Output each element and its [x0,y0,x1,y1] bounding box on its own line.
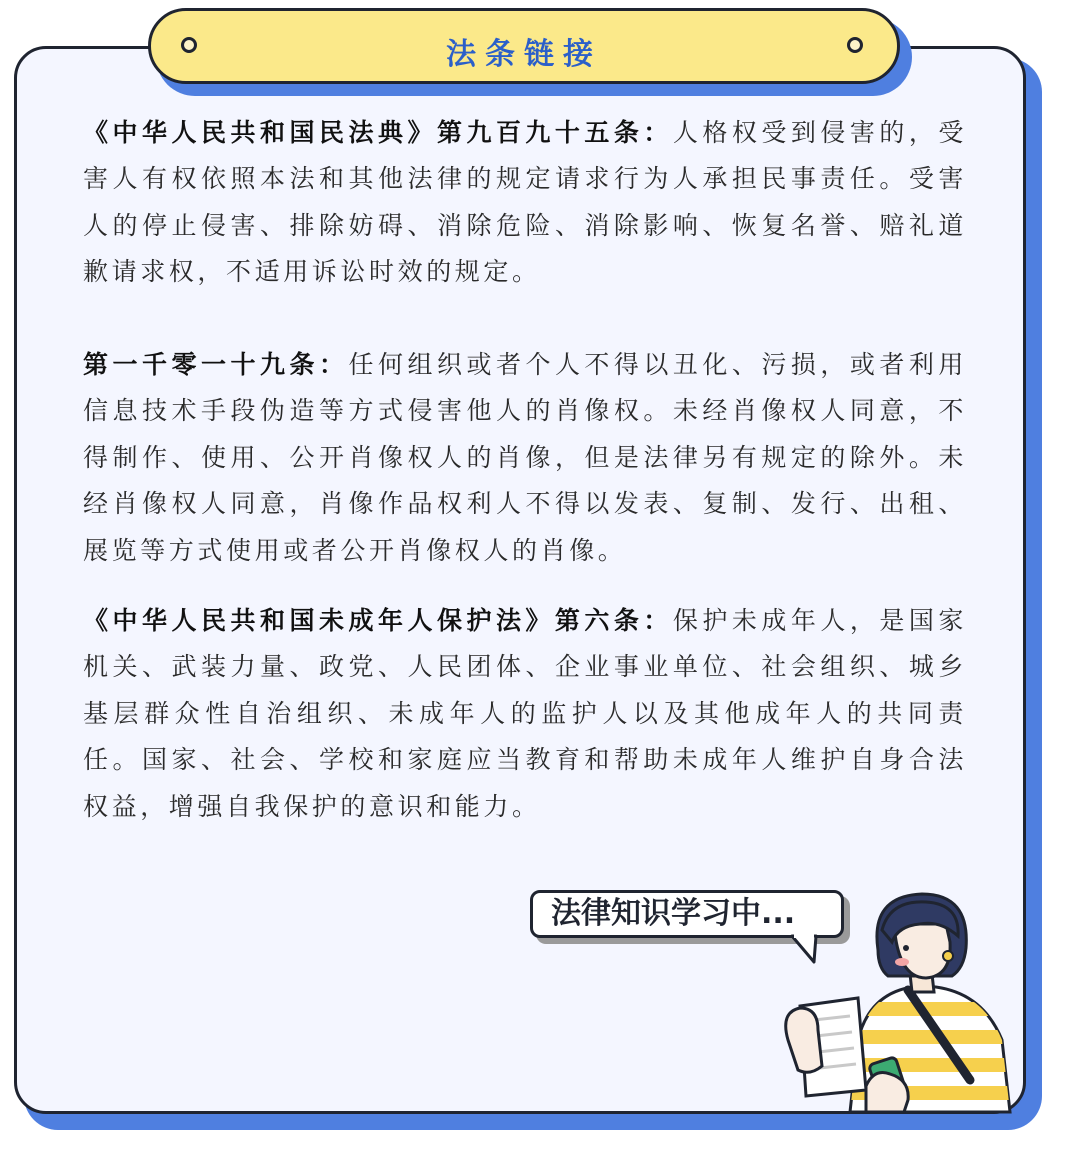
article-heading: 第一千零一十九条 [83,350,319,379]
article-minor-protection-6 [83,598,967,830]
page-title: 法条链接 [446,37,602,72]
article-separator: ： [318,350,349,379]
article-body: 保护未成年人，是国家机关、武装力量、政党、人民团体、企业事业单位、社会组织、城乡基层群众性自治组织、未成年人的监护人以及其他成年人的共同责任。国家、社会、学校和家庭应当教育和帮助未成年人维护自身合法权益，增强自我保护的意识和能力。 [83,606,967,821]
speech-bubble: 法律知识学习中... [530,890,844,938]
article-body: 任何组织或者个人不得以丑化、污损，或者利用信息技术手段伪造等方式侵害他人的肖像权。未经肖像权人同意，不得制作、使用、公开肖像权人的肖像，但是法律另有规定的除外。未经肖像权人同意，肖像作品权利人不得以发表、复制、发行、出租、展览等方式使用或者公开肖像权人的肖像。 [83,350,967,565]
article-separator: ： [643,606,673,635]
article-heading: 《中华人民共和国未成年人保护法》第六条 [83,606,644,635]
article-civil-code-995 [83,110,967,296]
article-body: 人格权受到侵害的，受害人有权依照本法和其他法律的规定请求行为人承担民事责任。受害人的停止侵害、排除妨碍、消除危险、消除影响、恢复名誉、赔礼道歉请求权，不适用诉讼时效的规定。 [83,118,967,287]
article-separator: ： [643,118,673,147]
article-civil-code-1019 [83,342,967,574]
girl-reading-illustration [770,890,1020,1120]
article-heading: 《中华人民共和国民法典》第九百九十五条 [83,118,644,147]
title-tab [148,8,900,84]
